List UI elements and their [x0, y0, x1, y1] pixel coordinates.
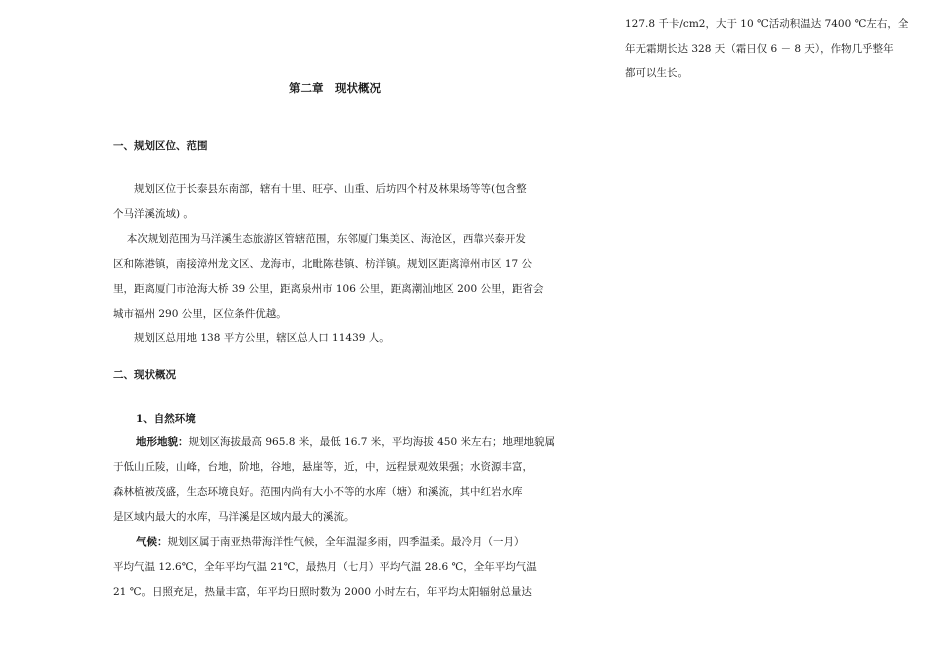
text-line: 个马洋溪流域) 。 — [113, 208, 194, 220]
paragraph-terrain — [113, 430, 561, 530]
section-heading-location: 一、规划区位、范围 — [113, 140, 208, 152]
paragraph-climate — [113, 530, 561, 605]
text-line: 都可以生长。 — [625, 67, 688, 79]
terrain-text: 规划区海拔最高 965.8 米，最低 16.7 米，平均海拔 450 米左右；地理地貌属 — [188, 436, 556, 448]
text-line: 是区域内最大的水库，马洋溪是区域内最大的溪流。 — [113, 511, 355, 523]
paragraph-scope — [113, 227, 561, 327]
text-line: 城市福州 290 公里，区位条件优越。 — [113, 308, 287, 320]
climate-label: 气候： — [136, 536, 168, 548]
right-column-text — [625, 12, 907, 86]
terrain-label: 地形地貌： — [136, 436, 189, 448]
text-line: 规划区总用地 138 平方公里，辖区总人口 11439 人。 — [113, 332, 390, 344]
text-line: 于低山丘陵，山峰，台地，阶地，谷地，悬崖等，近，中，远程景观效果强；水资源丰富， — [113, 461, 533, 473]
text-line: 平均气温 12.6℃，全年平均气温 21℃，最热月（七月）平均气温 28.6 ℃，全年平均气温 — [113, 561, 537, 573]
section-heading-status: 二、现状概况 — [113, 369, 176, 381]
text-line: 森林植被茂盛，生态环境良好。范围内尚有大小不等的水库（塘）和溪流，其中红岩水库 — [113, 486, 523, 498]
text-line: 年无霜期长达 328 天（霜日仅 6 － 8 天），作物几乎整年 — [625, 42, 894, 55]
text-line: 本次规划范围为马洋溪生态旅游区管辖范围，东邻厦门集美区、海沧区，西靠兴泰开发 — [113, 233, 526, 245]
text-line — [113, 430, 561, 455]
text-line: 里，距离厦门市沧海大桥 39 公里，距离泉州市 106 公里，距离潮汕地区 200 公里，距省会 — [113, 283, 544, 295]
chapter-title: 第二章 现状概况 — [289, 81, 381, 95]
paragraph-area — [113, 326, 561, 351]
text-line: 21 ℃。日照充足，热量丰富，年平均日照时数为 2000 小时左右，年平均太阳辐射总量达 — [113, 586, 532, 598]
text-line: 127.8 千卡/cm2，大于 10 ℃活动积温达 7400 ℃左右，全 — [625, 18, 909, 30]
text-line — [113, 530, 561, 555]
paragraph-location — [113, 177, 561, 227]
text-line: 规划区位于长泰县东南部，辖有十里、旺亭、山重、后坊四个村及林果场等等(包含整 — [113, 183, 527, 195]
subheading-natural-environment: 1、自然环境 — [136, 413, 196, 425]
text-line: 区和陈港镇，南接漳州龙文区、龙海市，北毗陈巷镇、枋洋镇。规划区距离漳州市区 17 公 — [113, 258, 533, 270]
climate-text: 规划区属于南亚热带海洋性气候，全年温湿多雨，四季温柔。最冷月（一月） — [167, 536, 525, 548]
